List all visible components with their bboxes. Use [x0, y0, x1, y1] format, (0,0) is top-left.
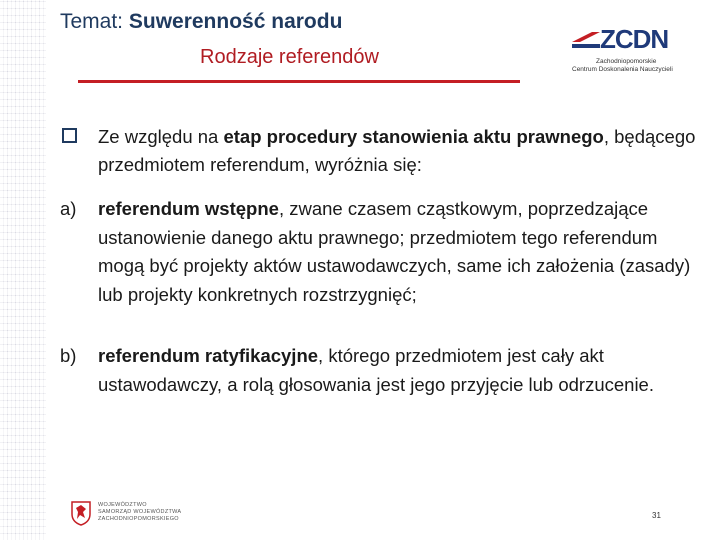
list-item-term: referendum ratyfikacyjne: [98, 345, 319, 366]
list-item-body: [98, 195, 698, 309]
list-item-text: , którego przedmiotem jest cały akt ustawodawczy, a rolą głosowania jest jego przyjęcie lub odrzucenie.: [98, 345, 654, 395]
list-marker: a): [60, 198, 77, 219]
intro-bold: etap procedury stanowienia aktu prawnego: [223, 126, 604, 147]
page-number: 31: [652, 511, 661, 520]
title-topic: Suwerenność narodu: [128, 10, 343, 33]
intro-post: , będącego przedmiotem referendum, wyróżnia się:: [98, 126, 696, 175]
list-item-body: [98, 342, 698, 399]
logo-wordmark: ZCDN: [600, 24, 669, 54]
page-title: [60, 10, 342, 34]
griffin-crest-icon: [70, 500, 92, 526]
list-item-term: referendum wstępne: [98, 198, 279, 219]
intro-paragraph: [98, 123, 698, 179]
square-bullet-icon: [62, 128, 77, 143]
footer-line-1: WOJEWÓDZTWO: [98, 502, 147, 508]
footer-line-2: SAMORZĄD WOJEWÓDZTWA: [98, 509, 182, 515]
logo-line-1: Zachodniopomorskie: [596, 58, 657, 65]
list-marker: b): [60, 345, 77, 366]
zcdn-logo: [570, 26, 680, 74]
title-divider: [78, 80, 520, 83]
title-prefix: Temat:: [60, 10, 129, 33]
page-subtitle: Rodzaje referendów: [200, 46, 379, 68]
logo-line-2: Centrum Doskonalenia Nauczycieli: [572, 66, 673, 73]
list-item-text: , zwane czasem cząstkowym, poprzedzające ustanowienie danego aktu prawnego; przedmiotem tego referendum mogą być projekty aktów ustawodawczych, same ich założenia (zasady) lub projekty konkretnych rozstrzygnięć;: [98, 198, 691, 305]
intro-pre: Ze względu na: [98, 126, 224, 147]
decorative-text-strip: [0, 0, 46, 540]
voivodeship-logo: [70, 500, 200, 528]
footer-line-3: ZACHODNIOPOMORSKIEGO: [98, 516, 179, 522]
